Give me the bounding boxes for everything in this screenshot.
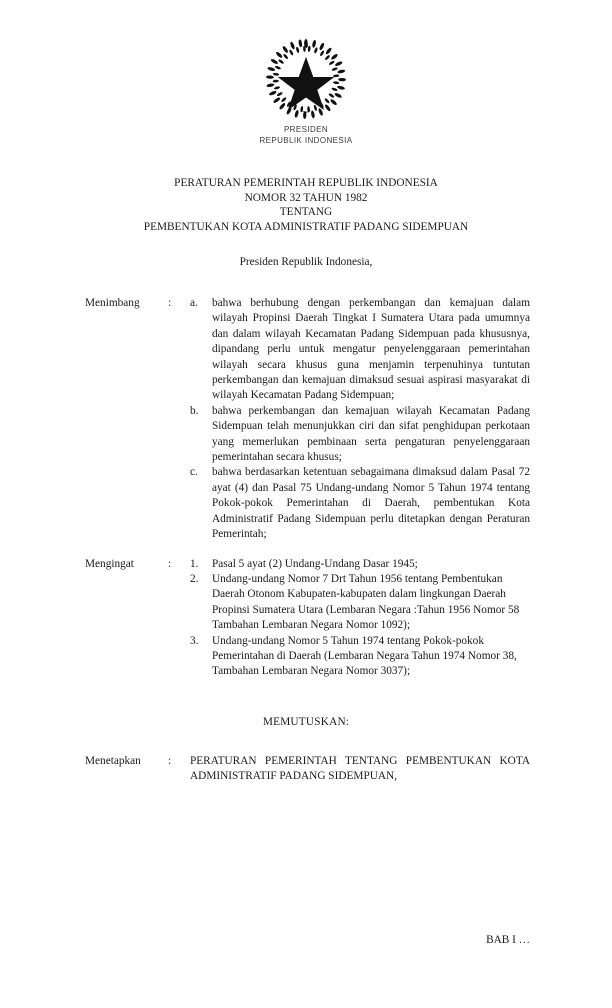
list-item-marker: 1.	[190, 557, 199, 570]
decision-heading: MEMUTUSKAN:	[262, 715, 350, 728]
title-line-number: NOMOR 32 TAHUN 1982	[244, 191, 368, 204]
page-footer-continuation: BAB I …	[486, 934, 530, 946]
letterhead	[0, 0, 612, 146]
letterhead-caption-line-1: PRESIDEN	[283, 125, 329, 134]
legal-basis-row	[85, 557, 530, 680]
list-item-text: bahwa berdasarkan ketentuan sebagaimana dimaksud dalam Pasal 72 ayat (4) dan Pasal 75 Undang-undang Nomor 5 Tahun 1974 tentang Pokok-pokok Pemerintahan di Daerah, pembentukan Kota Administratif Padang Sidempuan perlu ditetapkan dengan Peraturan Pemerintah;	[212, 466, 530, 541]
signatory-line: Presiden Republik Indonesia,	[239, 256, 373, 268]
list-item-text: bahwa perkembangan dan kemajuan wilayah Kecamatan Padang Sidempuan telah menunjukkan ciri dan sifat penghidupan perkotaan yang memerlukan pembinaan serta pengaturan penyelenggaraan pemerintahan secara khusus;	[212, 404, 530, 464]
indonesia-presidential-seal-icon	[265, 38, 347, 120]
title-line-subject: PEMBENTUKAN KOTA ADMINISTRATIF PADANG SIDEMPUAN	[143, 220, 469, 233]
letterhead-caption	[0, 124, 612, 146]
list-item	[190, 465, 530, 542]
list-item-marker: b.	[190, 404, 199, 417]
clauses-container	[0, 296, 612, 680]
list-item-marker: c.	[190, 466, 198, 479]
list-item-marker: 2.	[190, 572, 199, 585]
list-item	[190, 404, 530, 466]
list-item	[190, 634, 530, 680]
list-item	[190, 296, 530, 404]
enactment-colon: :	[168, 754, 172, 767]
list-item-text: Pasal 5 ayat (2) Undang-Undang Dasar 1945;	[212, 557, 418, 570]
list-item-text: bahwa berhubung dengan perkembangan dan kemajuan dalam wilayah Propinsi Daerah Tingkat I Sumatera Utara pada umumnya dan dalam wilayah Kecamatan Padang Sidempuan pada khususnya, dipandang perlu untuk mengatur penyelenggaraan pemerintahan wilayah secara khusus guna menjamin terpenuhinya tuntutan perkembangan dan kemajuan dimaksud sesuai aspirasi masyarakat di wilayah Kecamatan Padang Sidempuan;	[212, 297, 530, 402]
enactment-label: Menetapkan	[85, 754, 141, 767]
title-line-about: TENTANG	[279, 206, 333, 218]
list-item	[190, 572, 530, 634]
enactment-text: PERATURAN PEMERINTAH TENTANG PEMBENTUKAN KOTA ADMINISTRATIF PADANG SIDEMPUAN,	[190, 754, 530, 783]
list-item-marker: 3.	[190, 634, 199, 647]
considerations-row	[85, 296, 530, 543]
legal-basis-items	[190, 557, 530, 680]
list-item-text: Undang-undang Nomor 5 Tahun 1974 tentang Pokok-pokok Pemerintahan di Daerah (Lembaran Negara Tahun 1974 Nomor 38, Tambahan Lembaran Negara Nomor 3037);	[212, 634, 517, 678]
list-item-marker: a.	[190, 297, 198, 309]
legal-basis-colon: :	[168, 557, 172, 570]
document-title	[0, 176, 612, 234]
considerations-items	[190, 296, 530, 543]
letterhead-caption-line-2: REPUBLIK INDONESIA	[259, 136, 353, 145]
list-item-text: Undang-undang Nomor 7 Drt Tahun 1956 tentang Pembentukan Daerah Otonom Kabupaten-kabupaten dalam lingkungan Daerah Propinsi Sumatera Utara (Lembaran Negara :Tahun 1956 Nomor 58 Tambahan Lembaran Negara Nomor 1092);	[212, 572, 520, 632]
title-line-regulation-type: PERATURAN PEMERINTAH REPUBLIK INDONESIA	[174, 177, 438, 189]
considerations-colon: :	[168, 297, 172, 309]
enactment-row	[0, 754, 612, 785]
legal-basis-label: Mengingat	[85, 557, 134, 570]
considerations-label: Menimbang	[85, 297, 140, 309]
list-item	[190, 557, 530, 572]
